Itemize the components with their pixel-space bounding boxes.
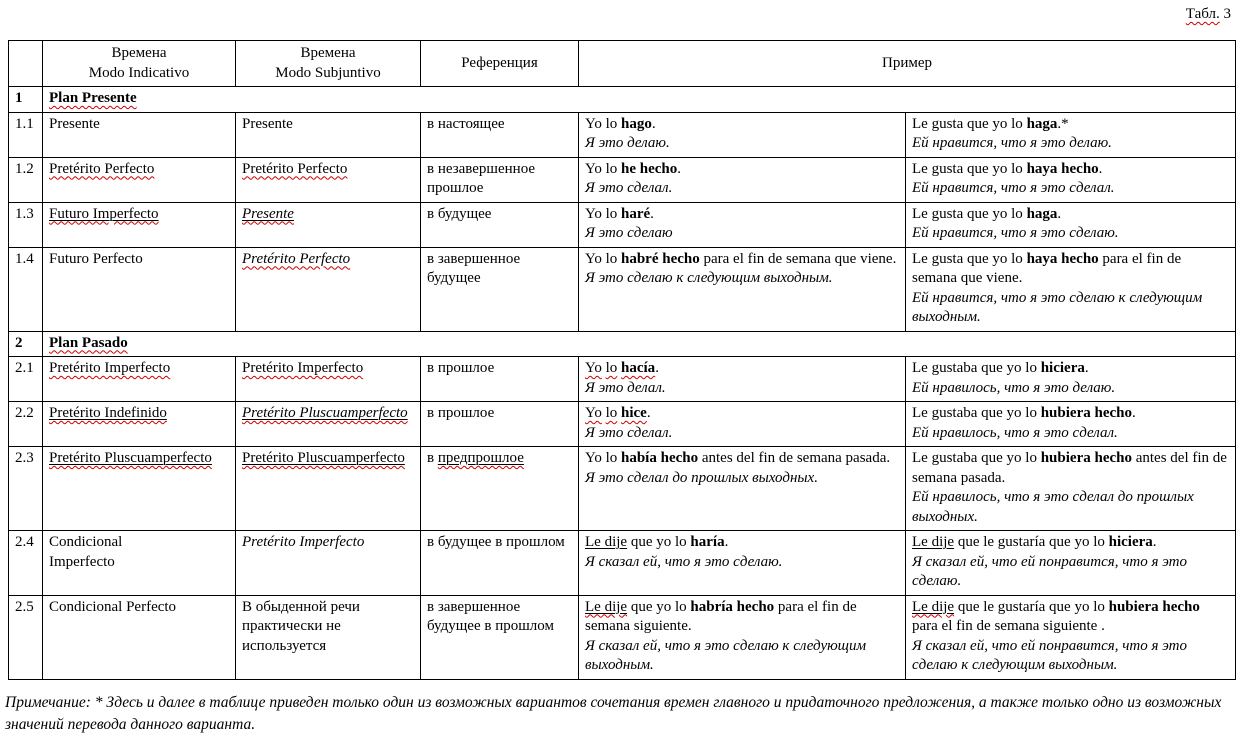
cell-line [49,598,229,618]
section-title [43,87,1236,113]
cell-subjuntivo [236,202,421,247]
text-segment: Ей нравилось, что я это сделал до прошлых выходных. [912,489,1194,525]
cell-line [427,205,572,225]
text-segment: .* [1057,115,1069,132]
text-segment: . [646,405,651,421]
cell-row-number: 2.4 [9,531,43,596]
text-segment: Presente [49,115,100,132]
cell-example-sub [906,157,1236,202]
text-segment: В обыденной речи практически не используется [242,598,360,654]
cell-referencia [421,447,579,531]
cell-line [585,424,899,444]
text-segment: Le dije [585,598,628,615]
cell-line [242,359,414,379]
text-segment: antes del fin de semana pasada. [698,450,891,466]
footnote: Примечание: * Здесь и далее в таблице приведен только один из возможных вариантов сочетания времен главного и придаточного предложения, а также только одно из возможных значений перевода данного варианта. [5,694,1222,733]
text-segment: hubiera hecho [1108,598,1200,615]
cell-line [912,160,1229,180]
cell-example-main [579,531,906,596]
text-segment: hiciera [1108,534,1153,550]
cell-line [49,160,229,180]
text-segment: haga [1026,115,1058,132]
cell-example-main [579,402,906,447]
text-segment: Ей нравилось, что я это делаю. [912,379,1116,396]
text-segment: Le gusta que yo lo [912,115,1027,132]
cell-subjuntivo [236,402,421,447]
text-segment: Yo lo [585,250,621,267]
section-number: 2 [9,331,43,357]
text-segment: Я это сделал до прошлых выходных. [585,469,818,486]
cell-line [49,553,229,573]
cell-row-number: 1.1 [9,112,43,157]
cell-line [585,115,899,135]
cell-line [427,160,572,199]
cell-line [912,179,1229,199]
cell-indicativo [43,112,236,157]
cell-example-sub [906,531,1236,596]
table-row [9,157,1236,202]
text-segment: Табл. [1185,6,1220,22]
text-segment: . [724,534,729,550]
cell-example-main [579,447,906,531]
text-segment: Я это сделал. [585,424,673,441]
cell-referencia [421,531,579,596]
cell-subjuntivo [236,357,421,402]
cell-line [242,449,414,469]
text-segment: Le gusta que yo lo [912,160,1027,177]
text-segment: Yo [585,405,602,421]
cell-line [585,449,899,469]
text-segment: в незавершенное прошлое [427,160,536,196]
cell-indicativo [43,247,236,331]
cell-row-number: 1.3 [9,202,43,247]
text-segment: . [677,160,681,177]
cell-line [242,404,414,424]
text-segment: haya hecho [1026,160,1099,177]
text-segment: Presente [242,205,294,222]
text-segment: para el fin de semana que viene. [699,250,897,267]
cell-row-number: 2.3 [9,447,43,531]
text-segment: . [1131,405,1136,421]
table-row [9,357,1236,402]
text-segment: habré hecho [621,250,700,267]
cell-line [49,205,229,225]
text-segment: Я это сделаю к следующим выходным. [585,270,833,286]
cell-indicativo [43,202,236,247]
text-segment: Presente [242,115,293,132]
cell-line [242,598,414,657]
table-row [9,202,1236,247]
section-title [43,331,1236,357]
cell-example-sub [906,447,1236,531]
cell-line [912,598,1229,637]
cell-row-number: 1.2 [9,157,43,202]
cell-line [49,250,229,270]
cell-example-sub [906,402,1236,447]
header-row [9,41,1236,87]
cell-row-number: 1.4 [9,247,43,331]
header-referencia: Референция [421,41,579,87]
text-segment: para el fin de semana que viene. [912,250,1182,286]
text-segment: que yo lo [627,534,691,550]
text-segment: Futuro Imperfecto [49,205,159,222]
cell-line [912,250,1229,289]
cell-subjuntivo [236,595,421,679]
text-segment: lo [605,405,618,421]
text-segment: Le gusta que yo lo [912,205,1027,222]
cell-line [912,379,1229,399]
cell-subjuntivo [236,157,421,202]
cell-line [427,404,572,424]
text-segment: había hecho [621,450,699,466]
text-segment: . [655,360,659,376]
text-segment: . [1098,160,1103,177]
cell-subjuntivo [236,247,421,331]
cell-line [427,598,572,637]
text-segment [585,599,627,615]
cell-line [912,359,1229,379]
header-num [9,41,43,87]
text-segment: Pretérito Pluscuamperfecto [242,450,405,466]
text-segment: hago [621,115,652,132]
cell-line [49,533,229,553]
text-segment: Я сказал ей, что ей понравится, что я это сделаю. [912,553,1187,589]
cell-line [912,289,1229,328]
text-segment: para el fin de semana siguiente. [585,598,857,634]
text-segment: haría [690,534,725,550]
cell-line [49,359,229,379]
cell-line [585,224,899,244]
text-segment: Futuro Perfecto [49,250,143,267]
text-segment [242,450,405,466]
text-segment: Pretérito Perfecto [242,250,351,267]
text-segment: Condicional [49,534,123,550]
cell-line [585,160,899,180]
cell-line [585,269,899,289]
cell-indicativo [43,157,236,202]
cell-line [912,488,1229,527]
cell-line [912,449,1229,488]
cell-line [585,250,899,270]
text-segment: Le dije [585,534,628,550]
text-segment [49,450,212,466]
cell-line [242,205,414,225]
cell-referencia [421,202,579,247]
text-segment: Ей нравилось, что я это сделал. [912,424,1118,441]
text-segment [242,206,294,222]
text-segment [49,405,167,421]
cell-line [242,115,414,135]
text-segment: hubiera hecho [1040,450,1132,466]
text-segment: в [427,450,438,466]
text-segment: в будущее в прошлом [427,534,565,550]
cell-example-sub [906,247,1236,331]
text-segment: Le dije [912,534,955,550]
header-indicativo-line1: Времена [111,45,167,61]
text-segment: Ей нравится, что я это сделаю к следующим выходным. [912,289,1203,325]
text-segment: que le gustaría que yo lo [954,598,1109,615]
text-segment: Imperfecto [49,553,115,570]
text-segment: Pretérito Perfecto [242,160,348,177]
text-segment: hice [621,405,647,421]
text-segment: . [1057,205,1062,222]
cell-line [427,250,572,289]
cell-line [585,553,899,573]
cell-example-sub [906,112,1236,157]
cell-line [585,134,899,154]
text-segment: 3 [1219,6,1231,22]
cell-indicativo [43,402,236,447]
cell-line [912,115,1229,135]
header-subjuntivo-line1: Времена [300,45,356,61]
text-segment: Я сказал ей, что ей понравится, что я это сделаю к следующим выходным. [912,637,1187,673]
cell-row-number: 2.5 [9,595,43,679]
cell-example-sub [906,357,1236,402]
cell-referencia [421,247,579,331]
cell-line [912,134,1229,154]
text-segment: Le gusta que yo lo [912,250,1027,267]
cell-line [242,250,414,270]
cell-line [585,598,899,637]
cell-line [912,533,1229,553]
text-segment: Ей нравится, что я это сделал. [912,180,1115,196]
header-subjuntivo-line2: Modo Subjuntivo [275,64,381,81]
table-row [9,595,1236,679]
text-segment: lo [605,360,618,376]
text-segment: в прошлое [427,360,495,376]
text-segment: Yo lo [585,160,621,177]
text-segment: . [1152,534,1157,550]
cell-example-main [579,112,906,157]
text-segment: Le gustaba que yo lo [912,405,1041,421]
cell-indicativo [43,595,236,679]
cell-line [585,533,899,553]
text-segment [49,206,159,222]
text-segment: Le gustaba que yo lo [912,450,1041,466]
text-segment: Pretérito Imperfecto [242,534,365,550]
header-subjuntivo [236,41,421,87]
cell-row-number: 2.2 [9,402,43,447]
text-segment: hiciera [1040,360,1085,376]
text-segment: para el fin de semana siguiente . [912,618,1105,634]
cell-line [49,404,229,424]
section-row [9,87,1236,113]
text-segment: Pretérito Indefinido [49,405,167,421]
cell-example-main [579,595,906,679]
text-segment: Я это сделаю [585,225,673,241]
cell-referencia [421,402,579,447]
text-segment [438,450,524,466]
text-segment: hubiera hecho [1040,405,1132,421]
text-segment: Pretérito Perfecto [49,160,155,177]
text-segment: в завершенное будущее в прошлом [427,598,554,634]
cell-example-main [579,157,906,202]
text-segment: Ей нравится, что я это сделаю. [912,225,1119,241]
text-segment: Yo lo [585,450,621,466]
table-row [9,531,1236,596]
text-segment: Condicional Perfecto [49,598,177,615]
table-row [9,447,1236,531]
cell-referencia [421,357,579,402]
cell-line [49,449,229,469]
text-segment: Я сказал ей, что я это сделаю. [585,553,783,570]
header-indicativo-line2: Modo Indicativo [88,64,190,81]
table-row [9,247,1236,331]
text-segment: Я это делаю. [585,135,670,151]
cell-row-number: 2.1 [9,357,43,402]
text-segment: Le dije [912,598,955,615]
header-ejemplo: Пример [579,41,1236,87]
text-segment [912,599,954,615]
cell-line [585,469,899,489]
cell-example-main [579,247,906,331]
table-body [9,87,1236,680]
cell-line [242,160,414,180]
cell-line [585,379,899,399]
text-segment [242,405,408,421]
cell-line [912,424,1229,444]
text-segment: que yo lo [627,598,691,615]
text-segment: Yo lo [585,205,621,222]
cell-example-main [579,202,906,247]
cell-line [585,179,899,199]
text-segment: . [1084,360,1089,376]
text-segment: Pretérito Imperfecto [242,360,364,376]
text-segment: Pretérito Pluscuamperfecto [242,405,408,421]
text-segment: в настоящее [427,115,505,132]
cell-subjuntivo [236,112,421,157]
cell-line [49,115,229,135]
cell-line [585,404,899,424]
table-caption [1186,6,1231,23]
cell-line [427,449,572,469]
cell-line [585,359,899,379]
cell-indicativo [43,447,236,531]
cell-line [427,359,572,379]
cell-subjuntivo [236,447,421,531]
text-segment: haya hecho [1026,250,1099,267]
cell-line [585,637,899,676]
text-segment: Ей нравится, что я это делаю. [912,135,1112,151]
cell-line [912,224,1229,244]
cell-line [427,115,572,135]
text-segment: hacía [621,360,656,376]
section-row [9,331,1236,357]
text-segment: haga [1026,205,1058,222]
cell-subjuntivo [236,531,421,596]
cell-line [912,404,1229,424]
cell-example-sub [906,595,1236,679]
text-segment: haré [621,205,651,222]
cell-indicativo [43,357,236,402]
text-segment: . [651,115,656,132]
text-segment: Я это делал. [585,379,666,396]
text-segment: в завершенное будущее [427,250,521,286]
section-number: 1 [9,87,43,113]
text-segment: . [650,205,654,222]
cell-referencia [421,157,579,202]
text-segment: Plan Pasado [49,334,128,351]
cell-line [912,637,1229,676]
table-row [9,112,1236,157]
text-segment: antes del fin de semana pasada. [912,450,1227,486]
text-segment: Я сказал ей, что я это сделаю к следующим выходным. [585,637,867,673]
grammar-table [8,40,1236,680]
text-segment: habría hecho [690,598,775,615]
cell-line [242,533,414,553]
cell-line [585,205,899,225]
text-segment: he hecho [621,160,678,177]
text-segment: Я это сделал. [585,180,673,196]
cell-line [912,553,1229,592]
text-segment: Yo [585,360,602,376]
cell-indicativo [43,531,236,596]
text-segment: Plan Presente [49,90,137,106]
cell-example-main [579,357,906,402]
table-row [9,402,1236,447]
cell-referencia [421,112,579,157]
text-segment: в будущее [427,205,492,222]
text-segment: Le gustaba que yo lo [912,360,1041,376]
text-segment: Pretérito Pluscuamperfecto [49,450,212,466]
cell-line [427,533,572,553]
header-indicativo [43,41,236,87]
text-segment: que le gustaría que yo lo [954,534,1109,550]
text-segment: Yo lo [585,115,621,132]
text-segment: Pretérito Imperfecto [49,360,171,376]
cell-example-sub [906,202,1236,247]
cell-line [912,205,1229,225]
text-segment: в прошлое [427,405,495,421]
text-segment: предпрошлое [437,450,524,466]
cell-referencia [421,595,579,679]
